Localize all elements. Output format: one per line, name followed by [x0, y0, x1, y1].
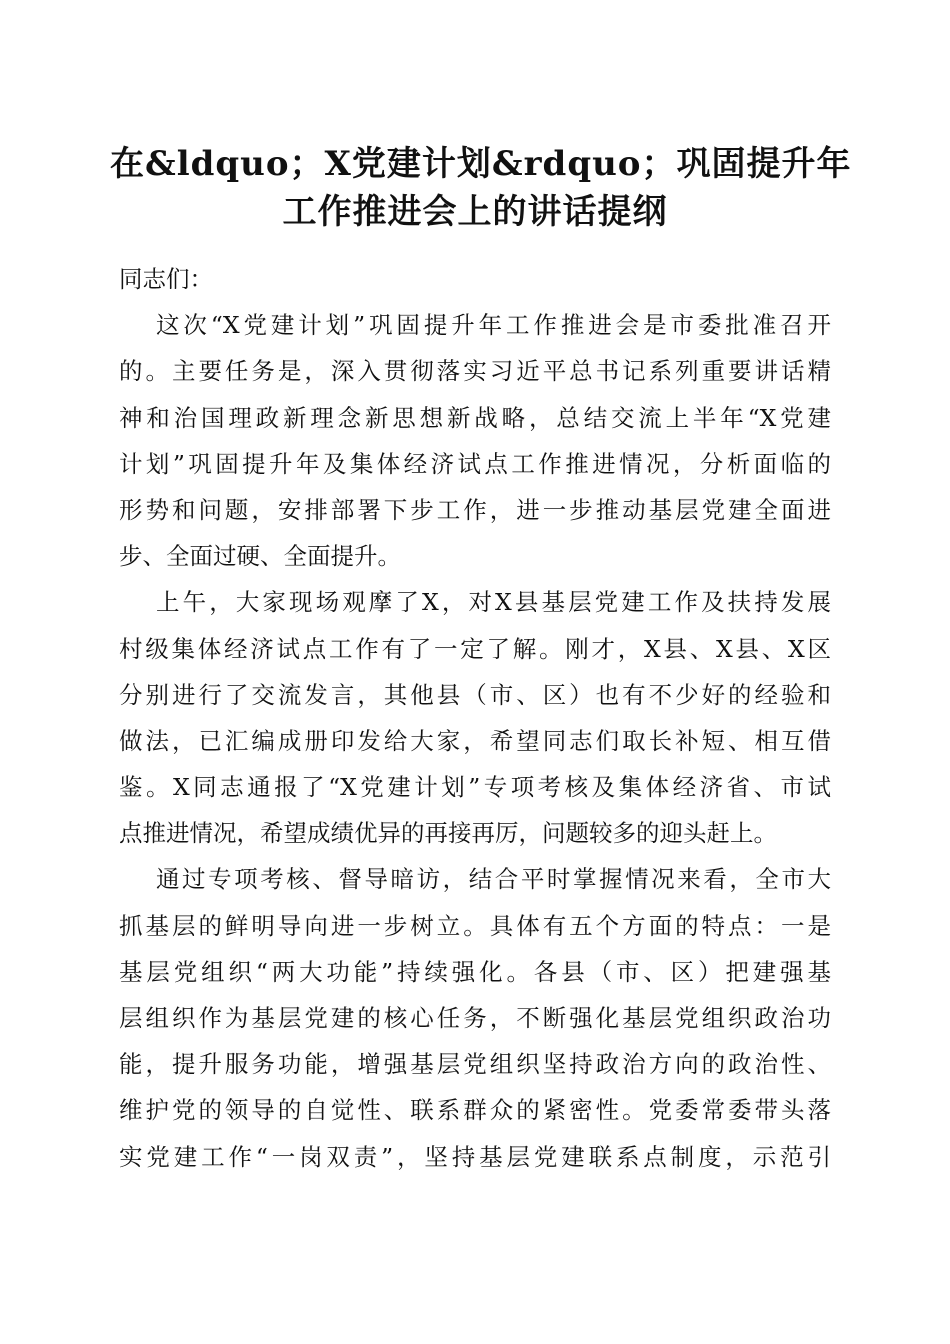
paragraph-line: 这次“X党建计划”巩固提升年工作推进会是市委批准召开 [156, 311, 831, 340]
paragraph-line: 神和治国理政新理念新思想新战略，总结交流上半年“X党建 [119, 403, 831, 432]
document-body [119, 256, 831, 1180]
paragraph-line: 点推进情况，希望成绩优异的再接再厉，问题较多的迎头赶上。 [119, 819, 777, 848]
paragraph-line: 做法，已汇编成册印发给大家，希望同志们取长补短、相互借 [119, 726, 831, 755]
salutation: 同志们： [119, 265, 213, 293]
paragraph-line: 村级集体经济试点工作有了一定了解。刚才，X县、X县、X区 [119, 634, 831, 663]
paragraph-line: 能，提升服务功能，增强基层党组织坚持政治方向的政治性、 [119, 1050, 831, 1079]
paragraph-line: 抓基层的鲜明导向进一步树立。具体有五个方面的特点：一是 [119, 911, 831, 940]
paragraph-line: 的。主要任务是，深入贯彻落实习近平总书记系列重要讲话精 [119, 357, 831, 386]
title-line: 工作推进会上的讲话提纲 [282, 192, 668, 232]
document-title [110, 140, 852, 236]
paragraph-line: 实党建工作“一岗双责”，坚持基层党建联系点制度，示范引 [119, 1142, 831, 1171]
paragraph-line: 鉴。X同志通报了“X党建计划”专项考核及集体经济省、市试 [119, 773, 831, 802]
paragraph-line: 上午，大家现场观摩了X，对X县基层党建工作及扶持发展 [156, 588, 831, 617]
paragraph-line: 基层党组织“两大功能”持续强化。各县（市、区）把建强基 [119, 957, 831, 986]
paragraph-line: 分别进行了交流发言，其他县（市、区）也有不少好的经验和 [119, 680, 831, 709]
paragraph-line: 层组织作为基层党建的核心任务，不断强化基层党组织政治功 [119, 1004, 831, 1032]
paragraph-line: 步、全面过硬、全面提升。 [119, 542, 401, 571]
paragraph-line: 计划”巩固提升年及集体经济试点工作推进情况，分析面临的 [119, 449, 831, 478]
title-line: 在&ldquo；X党建计划&rdquo；巩固提升年 [110, 144, 852, 184]
paragraph-line: 通过专项考核、督导暗访，结合平时掌握情况来看，全市大 [156, 865, 831, 894]
paragraph-line: 维护党的领导的自觉性、联系群众的紧密性。党委常委带头落 [119, 1096, 831, 1125]
paragraph-line: 形势和问题，安排部署下步工作，进一步推动基层党建全面进 [119, 495, 831, 524]
